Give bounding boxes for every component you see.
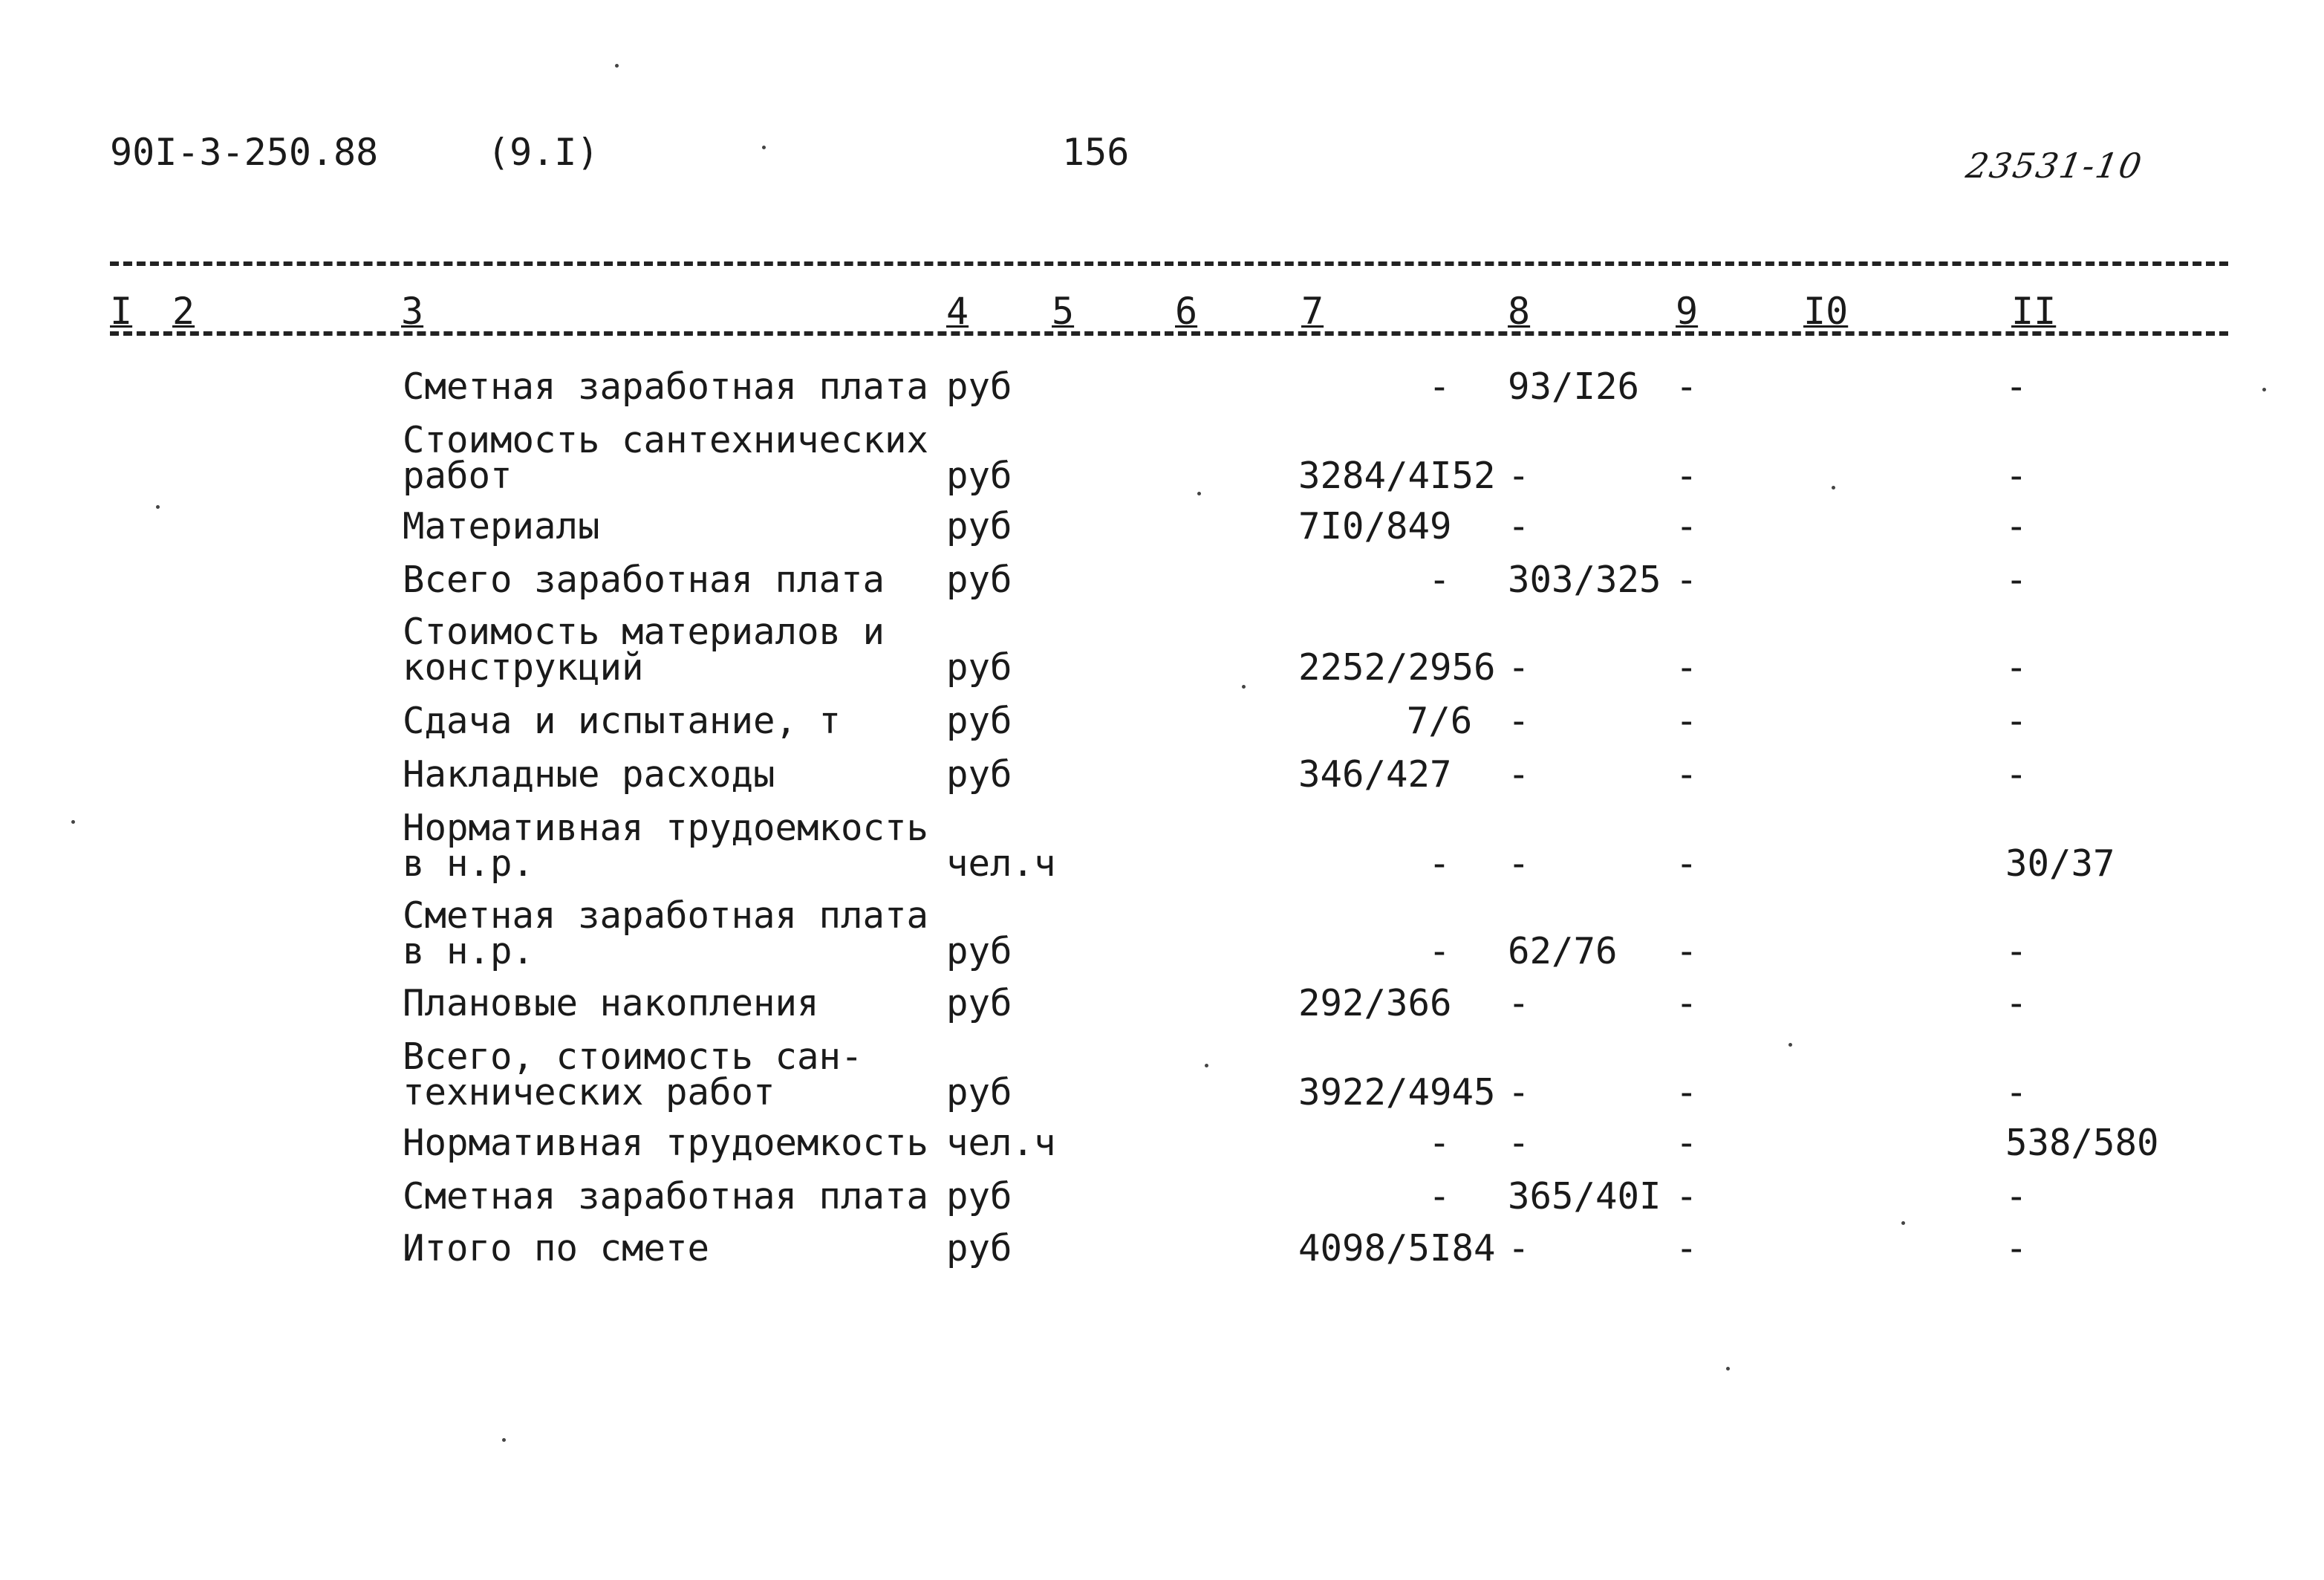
speck xyxy=(1788,1043,1792,1047)
col11-cell: - xyxy=(2005,365,2028,408)
col9-cell: - xyxy=(1676,505,1698,547)
col8-cell: - xyxy=(1508,753,1530,796)
col9-cell: - xyxy=(1676,982,1698,1024)
unit-cell: руб xyxy=(946,982,1012,1024)
column-number: II xyxy=(2011,290,2057,333)
col9-cell: - xyxy=(1676,365,1698,408)
col7-cell: - xyxy=(1428,365,1451,408)
col8-cell: - xyxy=(1508,1122,1530,1164)
column-number: 2 xyxy=(172,290,195,333)
row-label: Накладные расходы xyxy=(403,753,775,796)
unit-cell: руб xyxy=(946,455,1012,497)
unit-cell: чел.ч xyxy=(946,842,1056,885)
row-label: работ xyxy=(403,455,512,497)
col9-cell: - xyxy=(1676,455,1698,497)
unit-cell: руб xyxy=(946,700,1012,742)
speck xyxy=(1197,492,1201,495)
row-label: Стоимость материалов и xyxy=(403,611,885,653)
speck xyxy=(1726,1367,1730,1371)
table-top-rule xyxy=(110,261,2228,266)
column-number: I xyxy=(110,290,133,333)
unit-cell: руб xyxy=(946,1071,1012,1114)
col9-cell: - xyxy=(1676,1175,1698,1217)
speck xyxy=(502,1438,506,1442)
row-label: Сдача и испытание, т xyxy=(403,700,842,742)
page-number: 156 xyxy=(1062,131,1130,174)
col11-cell: - xyxy=(2005,930,2028,972)
speck xyxy=(2262,388,2266,391)
column-number: 9 xyxy=(1676,290,1699,333)
column-number: I0 xyxy=(1803,290,1849,333)
col9-cell: - xyxy=(1676,559,1698,601)
col9-cell: - xyxy=(1676,1071,1698,1114)
col8-cell: - xyxy=(1508,842,1530,885)
row-label: Сметная заработная плата xyxy=(403,894,929,937)
col7-cell: 292/366 xyxy=(1298,982,1452,1024)
unit-cell: руб xyxy=(946,1227,1012,1269)
col8-cell: - xyxy=(1508,1071,1530,1114)
column-number: 7 xyxy=(1301,290,1324,333)
unit-cell: руб xyxy=(946,753,1012,796)
col7-cell: 7I0/849 xyxy=(1298,505,1452,547)
col7-cell: - xyxy=(1428,1122,1451,1164)
col8-cell: 62/76 xyxy=(1508,930,1618,972)
col9-cell: - xyxy=(1676,753,1698,796)
row-label: Плановые накопления xyxy=(403,982,819,1024)
column-number: 8 xyxy=(1508,290,1531,333)
col11-cell: 30/37 xyxy=(2005,842,2115,885)
col9-cell: - xyxy=(1676,930,1698,972)
row-label: Всего заработная плата xyxy=(403,559,885,601)
row-label: Материалы xyxy=(403,505,600,547)
speck xyxy=(71,820,75,824)
inventory-stamp: 23531-10 xyxy=(1963,146,2146,186)
col11-cell: - xyxy=(2005,982,2028,1024)
unit-cell: руб xyxy=(946,930,1012,972)
row-label: Стоимость сантехнических xyxy=(403,419,929,461)
col11-cell: - xyxy=(2005,753,2028,796)
unit-cell: руб xyxy=(946,559,1012,601)
col8-cell: 303/325 xyxy=(1508,559,1661,601)
col11-cell: - xyxy=(2005,559,2028,601)
speck xyxy=(1832,486,1835,490)
row-label: Нормативная трудоемкость xyxy=(403,807,929,849)
col8-cell: - xyxy=(1508,1227,1530,1269)
col7-cell: - xyxy=(1428,930,1451,972)
row-label: Нормативная трудоемкость xyxy=(403,1122,929,1164)
col7-cell: 4098/5I84 xyxy=(1298,1227,1496,1269)
col11-cell: - xyxy=(2005,1227,2028,1269)
doc-code: 90I-3-250.88 xyxy=(110,131,379,174)
col8-cell: - xyxy=(1508,646,1530,689)
unit-cell: руб xyxy=(946,1175,1012,1217)
col11-cell: - xyxy=(2005,700,2028,742)
speck xyxy=(1205,1064,1208,1067)
column-number: 3 xyxy=(401,290,424,333)
col11-cell: - xyxy=(2005,505,2028,547)
col7-cell: - xyxy=(1428,842,1451,885)
speck xyxy=(1901,1221,1905,1225)
col7-cell: 346/427 xyxy=(1298,753,1452,796)
row-label: конструкций xyxy=(403,646,644,689)
col11-cell: - xyxy=(2005,1175,2028,1217)
col11-cell: 538/580 xyxy=(2005,1122,2159,1164)
col8-cell: 365/40I xyxy=(1508,1175,1661,1217)
row-label: Итого по смете xyxy=(403,1227,710,1269)
section-number: (9.I) xyxy=(487,131,599,174)
col8-cell: 93/I26 xyxy=(1508,365,1640,408)
col11-cell: - xyxy=(2005,646,2028,689)
row-label: Сметная заработная плата xyxy=(403,1175,929,1217)
col8-cell: - xyxy=(1508,982,1530,1024)
unit-cell: руб xyxy=(946,505,1012,547)
speck xyxy=(1242,685,1246,689)
row-label: технических работ xyxy=(403,1071,775,1114)
col9-cell: - xyxy=(1676,646,1698,689)
col9-cell: - xyxy=(1676,700,1698,742)
column-number-rule xyxy=(110,331,2228,336)
speck xyxy=(615,64,619,68)
col7-cell: 7/6 xyxy=(1406,700,1473,742)
row-label: в н.р. xyxy=(403,930,535,972)
unit-cell: чел.ч xyxy=(946,1122,1056,1164)
col9-cell: - xyxy=(1676,842,1698,885)
unit-cell: руб xyxy=(946,365,1012,408)
col8-cell: - xyxy=(1508,700,1530,742)
column-number: 6 xyxy=(1175,290,1198,333)
col9-cell: - xyxy=(1676,1227,1698,1269)
row-label: Сметная заработная плата xyxy=(403,365,929,408)
column-number: 5 xyxy=(1052,290,1075,333)
speck xyxy=(156,505,160,509)
col7-cell: 3284/4I52 xyxy=(1298,455,1496,497)
unit-cell: руб xyxy=(946,646,1012,689)
col7-cell: - xyxy=(1428,1175,1451,1217)
col11-cell: - xyxy=(2005,1071,2028,1114)
col9-cell: - xyxy=(1676,1122,1698,1164)
col7-cell: 3922/4945 xyxy=(1298,1071,1496,1114)
col7-cell: 2252/2956 xyxy=(1298,646,1496,689)
speck xyxy=(762,146,766,149)
col8-cell: - xyxy=(1508,455,1530,497)
column-number: 4 xyxy=(946,290,969,333)
col11-cell: - xyxy=(2005,455,2028,497)
col8-cell: - xyxy=(1508,505,1530,547)
row-label: в н.р. xyxy=(403,842,535,885)
col7-cell: - xyxy=(1428,559,1451,601)
row-label: Всего, стоимость сан- xyxy=(403,1036,863,1078)
